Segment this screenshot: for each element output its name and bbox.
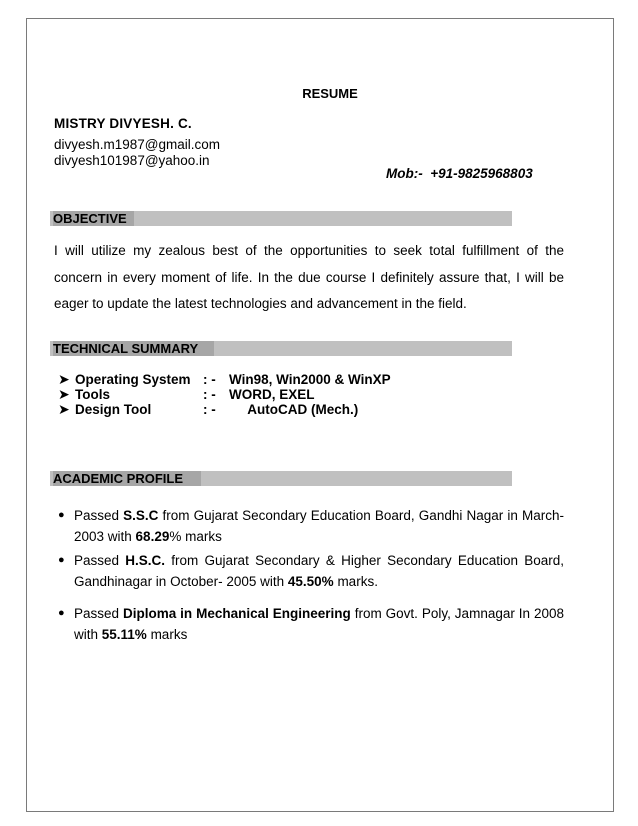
arrow-bullet-icon: ➤ — [58, 401, 70, 417]
academic-text: Passed — [74, 553, 126, 568]
skill-separator: : - — [203, 372, 216, 387]
candidate-name: MISTRY DIVYESH. C. — [54, 116, 192, 131]
academic-qualification: Diploma in Mechanical Engineering — [122, 606, 351, 621]
academic-score: 45.50% — [287, 574, 334, 589]
objective-heading: OBJECTIVE — [53, 211, 134, 226]
academic-score: 55.11% — [101, 627, 147, 642]
skill-label: Operating System — [75, 372, 191, 387]
skill-value: AutoCAD (Mech.) — [229, 402, 359, 417]
arrow-bullet-icon: ➤ — [58, 371, 70, 387]
bullet-dot-icon: ● — [58, 509, 65, 521]
academic-text: % marks — [169, 529, 222, 544]
email-gmail: divyesh.m1987@gmail.com — [54, 137, 221, 152]
skill-label: Design Tool — [75, 402, 152, 417]
academic-text: from Gujarat Secondary Education Board, Gandhi Nagar in March-2003 with — [74, 508, 564, 544]
skill-separator: : - — [203, 402, 216, 417]
academic-text: from Govt. Poly, Jamnagar In 2008 with — [74, 606, 564, 642]
skill-value: WORD, EXEL — [229, 387, 315, 402]
arrow-bullet-icon: ➤ — [58, 386, 70, 402]
academic-item — [58, 603, 564, 645]
academic-header-bar — [50, 471, 512, 486]
skill-label: Tools — [75, 387, 110, 402]
mobile-number: Mob:- +91-9825968803 — [386, 166, 533, 181]
academic-item — [58, 505, 564, 547]
technical-heading: TECHNICAL SUMMARY — [53, 341, 214, 356]
email-yahoo: divyesh101987@yahoo.in — [54, 153, 210, 168]
academic-text: marks — [146, 627, 188, 642]
bullet-dot-icon: ● — [58, 554, 65, 566]
skill-separator: : - — [203, 387, 216, 402]
academic-text: marks. — [333, 574, 378, 589]
skill-value: Win98, Win2000 & WinXP — [229, 372, 391, 387]
academic-text: from Gujarat Secondary & Higher Secondary Education Board, Gandhinagar in October- 2005 with — [74, 553, 564, 589]
academic-qualification: S.S.C — [123, 508, 159, 523]
bullet-dot-icon: ● — [58, 607, 65, 619]
technical-header-bar — [50, 341, 512, 356]
academic-text: Passed — [74, 606, 123, 621]
objective-header-bar — [50, 211, 512, 226]
academic-text: Passed — [74, 508, 124, 523]
academic-heading: ACADEMIC PROFILE — [53, 471, 201, 486]
academic-item — [58, 550, 564, 592]
resume-title: RESUME — [302, 86, 358, 101]
academic-qualification: H.S.C. — [125, 553, 166, 568]
academic-score: 68.29 — [135, 529, 170, 544]
objective-text: I will utilize my zealous best of the opportunities to seek total fulfillment of the concern in every moment of life. In the due course I definitely assure that, I will be eager to update the latest technologies and advancement in the field. — [54, 243, 564, 311]
